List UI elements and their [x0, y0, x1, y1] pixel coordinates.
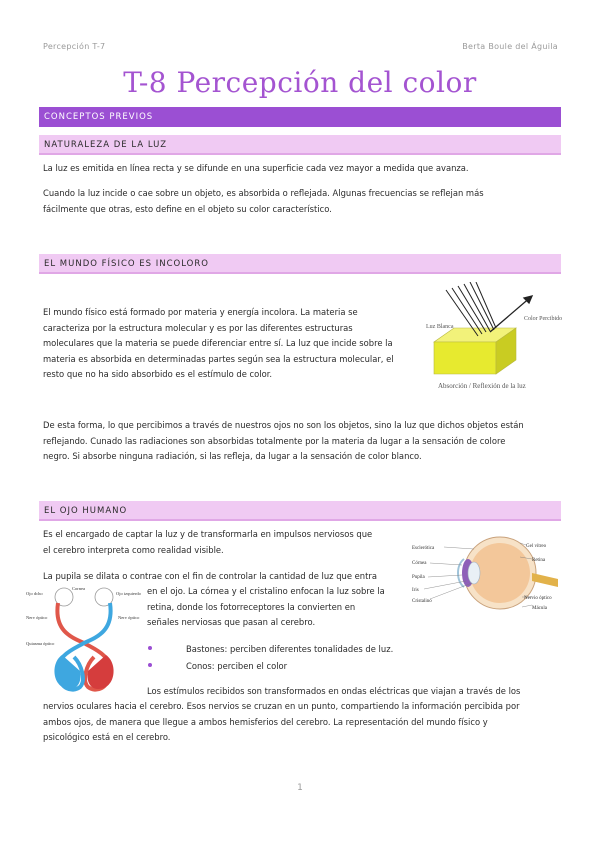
paragraph-ojo-3-rest — [43, 699, 520, 746]
label-quiasma: Quiasma óptico — [26, 641, 55, 646]
text-line: caracteriza por la estructura molecular y es por las diferentes estructuras — [43, 322, 353, 333]
lens-shape — [468, 562, 480, 584]
label-color-percibido: Color Percibido — [524, 316, 563, 322]
paragraph-ojo-3-line1: Los estímulos recibidos son transformados en ondas eléctricas que viajan a través de los — [147, 686, 521, 696]
label-ojo-dcho: Ojo dcho — [26, 591, 43, 596]
text-line: señales nerviosas que pasan al cerebro. — [147, 617, 316, 628]
label-cornea: Cornea — [72, 586, 85, 591]
text-line: materia es absorbida en determinadas partes según sea la estructura molecular, el — [43, 353, 394, 364]
text-line: De esta forma, lo que percibimos a través de nuestros ojos no son los objetos, sino la luz que dichos objetos están — [43, 420, 524, 430]
text-line: moleculares que la materia se puede diferenciar entre sí. La luz que incide sobre la — [43, 338, 393, 349]
text-line: el cerebro interpreta como realidad visible. — [43, 544, 224, 555]
text-line: resto que no ha sido absorbido es el estímulo de color. — [43, 369, 273, 380]
label-macula: Mácula — [532, 606, 547, 611]
bullet-icon — [148, 663, 152, 667]
photoreceptor-list — [148, 641, 393, 675]
list-item-text: Bastones: perciben diferentes tonalidades de luz. — [186, 644, 394, 654]
paragraph-naturaleza-1: La luz es emitida en línea recta y se difunde en una superficie cada vez mayor a medida que avanza. — [43, 163, 469, 173]
label-cristalino: Cristalino — [412, 599, 432, 604]
light-absorption-figure — [424, 282, 564, 394]
optic-chiasm-figure — [24, 585, 144, 695]
text-line: nervios oculares hacia el cerebro. Esos nervios se cruzan en un punto, compartiendo la información percibida por — [43, 701, 520, 711]
list-item — [148, 641, 393, 658]
label-esclerotica: Esclerótica — [412, 546, 435, 551]
label-pupila: Pupila — [412, 575, 425, 580]
paragraph-mundo-2 — [43, 418, 524, 465]
text-line: fácilmente que otras, esto define en el objeto su color característico. — [43, 203, 332, 214]
paragraph-naturaleza-2 — [43, 186, 484, 217]
cube-front — [434, 342, 496, 374]
text-line: Cuando la luz incide o cae sobre un objeto, es absorbida o reflejada. Algunas frecuencias se reflejan más — [43, 188, 484, 198]
paragraph-mundo-1 — [43, 305, 394, 383]
page-title: T-8 Percepción del color — [123, 66, 477, 99]
optic-nerve-shape — [532, 573, 558, 587]
text-line: Es el encargado de captar la luz y de transformarla en impulsos nerviosos que — [43, 529, 373, 539]
label-nervio-l: Nerv óptico — [26, 615, 48, 620]
text-line: El mundo físico está formado por materia y energía incolora. La materia se — [43, 307, 358, 317]
label-iris: Iris — [412, 588, 419, 593]
section-bar-naturaleza: NATURALEZA DE LA LUZ — [39, 135, 561, 155]
page-number: 1 — [297, 783, 303, 793]
label-nervio-r: Nerv óptico — [118, 615, 140, 620]
list-item — [148, 658, 393, 675]
label-luz-blanca: Luz Blanca — [426, 324, 454, 330]
paragraph-ojo-2-rest — [147, 584, 385, 631]
label-nervio-optico: Nervio óptico — [524, 596, 552, 601]
text-line: ambos ojos, de manera que llegue a ambos hemisferios del cerebro. La representación del mundo físico y — [43, 716, 488, 727]
figure-caption: Absorción / Reflexión de la luz — [438, 382, 526, 390]
bullet-icon — [148, 646, 152, 650]
eye-anatomy-figure — [408, 527, 560, 619]
header-right: Berta Boule del Águila — [462, 42, 558, 51]
list-item-text: Conos: perciben el color — [186, 661, 288, 671]
header-left: Percepción T-7 — [43, 42, 106, 51]
paragraph-ojo-1 — [43, 527, 372, 558]
label-ojo-izdo: Ojo izquierdo — [116, 591, 141, 596]
text-line: retina, donde los fotorreceptores la convierten en — [147, 601, 356, 612]
label-gel-vitreo: Gel vítreo — [526, 544, 547, 549]
paragraph-ojo-2-line1: La pupila se dilata o contrae con el fin de controlar la cantidad de luz que entra — [43, 571, 377, 581]
label-cornea-eye: Córnea — [412, 561, 427, 566]
text-line: negro. Si absorbe ninguna radiación, si las refleja, da lugar a la sensación de color blanco. — [43, 451, 422, 462]
text-line: en el ojo. La córnea y el cristalino enfocan la luz sobre la — [147, 586, 385, 596]
section-bar-mundo: EL MUNDO FÍSICO ES INCOLORO — [39, 254, 561, 274]
text-line: reflejando. Cunado las radiaciones son absorbidas totalmente por la materia da lugar a la sensación de colore — [43, 435, 506, 446]
label-retina: Retina — [532, 558, 546, 563]
section-bar-ojo: EL OJO HUMANO — [39, 501, 561, 521]
text-line: psicológico está en el cerebro. — [43, 732, 171, 743]
section-bar-conceptos: CONCEPTOS PREVIOS — [39, 107, 561, 127]
